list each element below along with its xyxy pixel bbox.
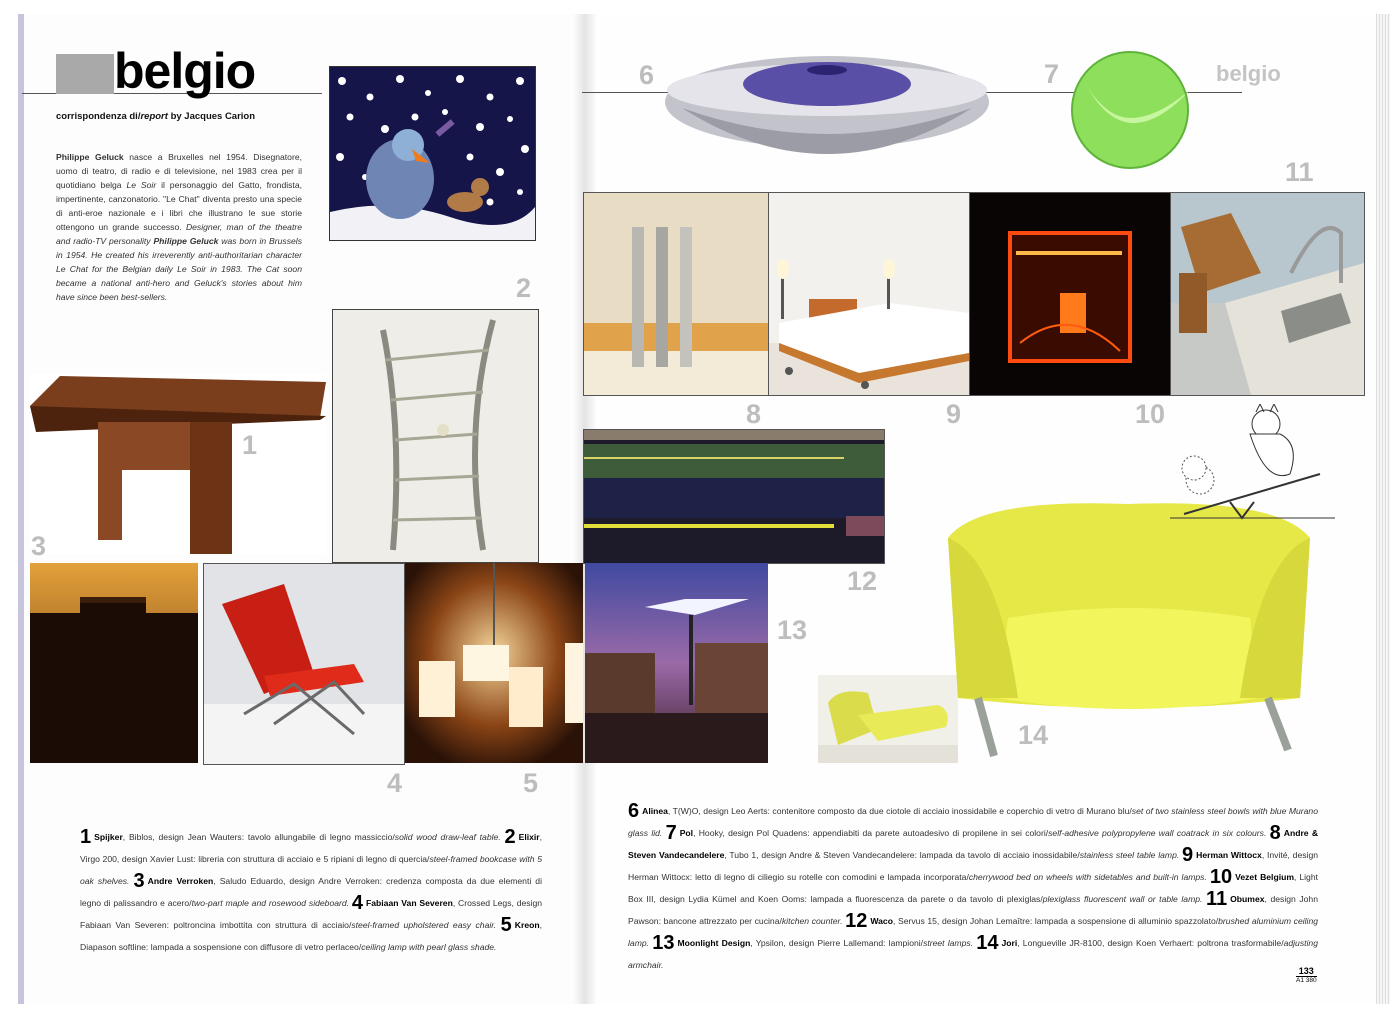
item-number-5: 5 (523, 768, 539, 798)
page-edges (1376, 14, 1390, 1004)
photo-small-armchair-jori (818, 675, 958, 763)
caption-item-4: 4 Fabiaan Van Severen, Crossed Legs, design Fabiaan Van Severen: poltroncina imbottita con struttura di acciaio/steel-framed upholstered easy chair. (80, 892, 543, 930)
item-number-13: 13 (777, 615, 808, 645)
photo-table-lamp-tubo (583, 192, 769, 396)
running-head: belgio (1216, 61, 1281, 86)
page-number: 133 A1 380 (1296, 966, 1317, 984)
photo-bookcase-elixir (332, 309, 539, 563)
photo-armchair-jori (938, 498, 1320, 760)
photo-street-lamps-moonlight (585, 563, 768, 763)
photo-coatrack-pol (1068, 48, 1196, 170)
item-number-1: 1 (242, 430, 258, 460)
photo-table-spijker (30, 374, 326, 554)
captions-right (628, 800, 1318, 976)
photo-bed-wittocx (768, 192, 970, 396)
photo-sideboard-verroken (30, 563, 198, 763)
caption-item-11: 11 Obumex, design John Pawson: bancone attrezzato per cucina/kitchen counter. (628, 888, 1318, 926)
item-number-7: 7 (1044, 59, 1060, 89)
item-number-8: 8 (746, 399, 762, 429)
caption-item-12: 12 Waco, Servus 15, design Johan Lemaître: lampada a sospensione di alluminio spazzolato/brushed aluminium ceiling lamp. (628, 910, 1319, 948)
captions-left (80, 826, 542, 958)
caption-item-6: 6 Alinea, T(W)O, design Leo Aerts: contenitore composto da due ciotole di acciaio inossidabile e coperchio di vetro di Murano blu/set of two stainless steel bowls with blue Murano glass lid. (628, 800, 1318, 838)
byline: corrispondenza di/report by Jacques Carion (56, 111, 256, 122)
item-number-9: 9 (946, 399, 962, 429)
photo-kitchen-obumex (1170, 192, 1365, 396)
photo-bowls-alinea (662, 50, 992, 174)
item-number-4: 4 (387, 768, 403, 798)
item-number-2: 2 (516, 273, 532, 303)
photo-chair-van-severen (203, 563, 405, 765)
caption-item-1: 1 Spijker, Biblos, design Jean Wauters: tavolo allungabile di legno massiccio/solid wood draw-leaf table. (80, 826, 501, 848)
caption-item-8: 8 Andre & Steven Vandecandelere, Tubo 1, design Andre & Steven Vandecandelere: lampada da tavolo di acciaio inossidabile/stainless steel table lamp. (628, 822, 1319, 860)
caption-item-10: 10 Vezet Belgium, Light Box III, design Lydia Kümel and Koen Ooms: lampada a fluorescenza da parete o da tavolo di plexiglas/plexiglass fluorescent wall or table lamp. (628, 866, 1318, 904)
caption-item-14: 14 Jori, Longueville JR-8100, design Koen Verhaert: poltrona trasformabile/adjusting armchair. (628, 932, 1318, 970)
caption-item-3: 3 Andre Verroken, Saludo Eduardo, design Andre Verroken: credenza composta da due elementi di legno di palissandro e acero/two-part maple and rosewood sideboard. (80, 870, 542, 908)
caption-item-2: 2 Elixir, Virgo 200, design Xavier Lust: libreria con struttura di acciaio e 5 ripiani di legno di quercia/steel-framed bookcase with 5 oak shelves. (80, 826, 543, 886)
caption-item-9: 9 Herman Wittocx, Invité, design Herman Wittocx: letto di legno di ciliegio su rotelle con comodini e lampada incorporata/cherrywood bed on wheels with sidetables and built-in lamps. (628, 844, 1318, 882)
photo-cat-snow-illustration (329, 66, 536, 241)
caption-item-5: 5 Kreon, Diapason softline: lampada a sospensione con diffusore di vetro perlaceo/ceiling lamp with pearl glass shade. (80, 914, 543, 952)
photo-lamp-kreon (405, 563, 583, 763)
item-number-14: 14 (1018, 720, 1049, 750)
item-number-6: 6 (639, 60, 655, 90)
cat-cartoon-illustration (1170, 404, 1335, 520)
item-number-12: 12 (847, 566, 878, 596)
photo-lightbox-vezet (969, 192, 1171, 396)
item-number-11: 11 (1285, 157, 1314, 187)
page-title: belgio (114, 43, 256, 99)
cover-edge (18, 14, 24, 1004)
item-number-3: 3 (31, 531, 47, 561)
intro-text: Philippe Geluck nasce a Bruxelles nel 1954. Disegnatore, uomo di teatro, di radio e di televisione, nel 1983 crea per il quotidiano belga Le Soir il personaggio del Gatto, frondista, impertinente, canzonatorio. "Le Chat" diventa presto una specie di anti-eroe nazionale e i libri che illustrano le sue storie ottengono un grande successo. Designer, man of the theatre and radio-TV personality Philippe Geluck was born in Brussels in 1954. He created his irreverently anti-authoritarian character Le Chat for the Belgian daily Le Soir in 1983. The Cat soon became a national anti-hero and Geluck's stories about him have since been best-sellers. (56, 152, 302, 302)
title-grey-block (56, 54, 114, 94)
item-number-10: 10 (1135, 399, 1166, 429)
photo-ceiling-lamp-waco (583, 429, 885, 564)
caption-item-7: 7 Pol, Hooky, design Pol Quadens: appendiabiti da parete autoadesivo di propilene in sei colori/self-adhesive polypropylene wall coatrack in six colours. (665, 822, 1267, 844)
caption-item-13: 13 Moonlight Design, Ypsilon, design Pierre Lallemand: lampioni/street lamps. (652, 932, 974, 954)
